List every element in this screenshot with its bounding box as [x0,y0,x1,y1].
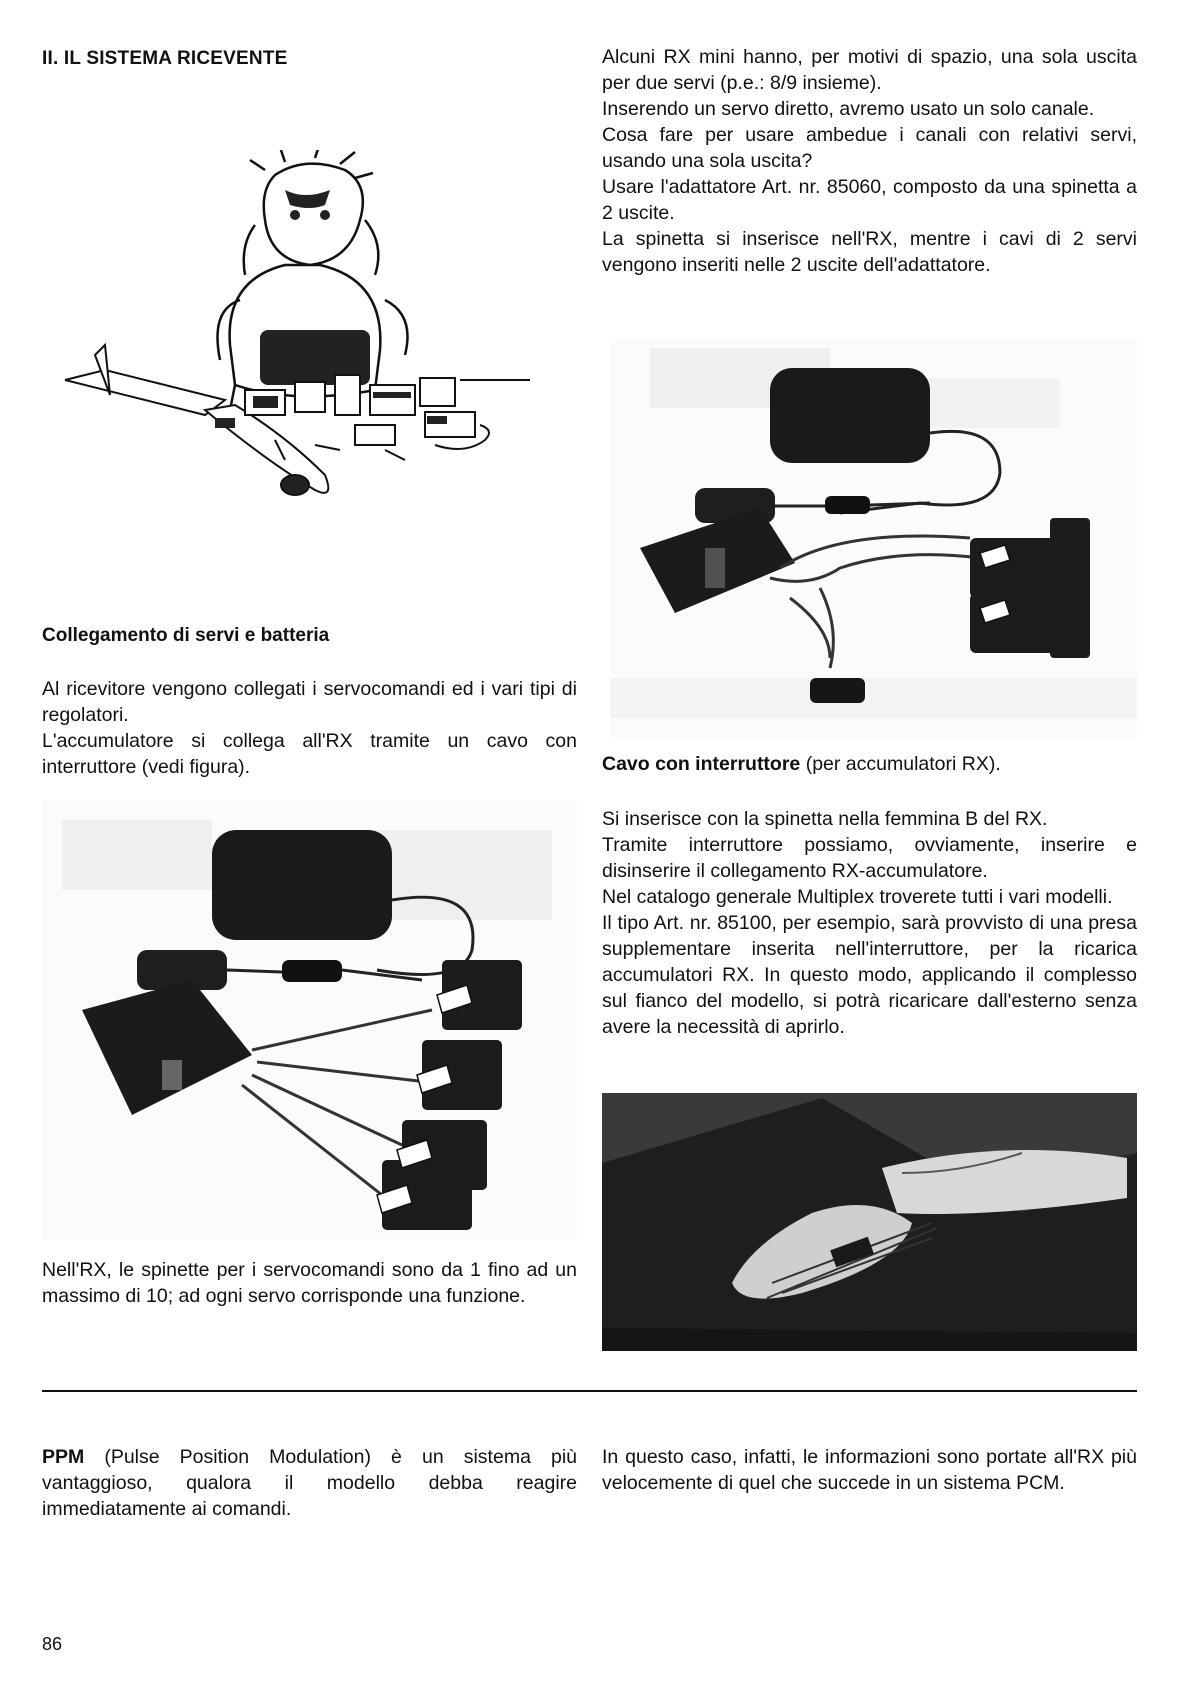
connection-subheading: Collegamento di servi e batteria [42,625,330,646]
switch-paragraph: Nel catalogo generale Multiplex troverete tutti i vari modelli. [602,886,1113,908]
switch-caption-rest: (per accumulatori RX). [800,753,1001,775]
receiver-servos-photo [42,800,577,1240]
connection-text [42,676,577,780]
switch-caption-bold: Cavo con interruttore [602,753,801,775]
switch-paragraph: Il tipo Art. nr. 85100, per esempio, sarà provvisto di una presa supplementare inserita nell'interruttore, per la ricarica accumulatori RX. In questo modo, applicando il complesso sul fianco del modello, si potrà ricaricare dall'esterno senza avere la necessità di aprirlo. [602,912,1137,1038]
intro-paragraph: La spinetta si inserisce nell'RX, mentre i cavi di 2 servi vengono inseriti nelle 2 uscite dell'adattatore. [602,228,1137,276]
switch-paragraph: Si inserisce con la spinetta nella femmina B del RX. [602,808,1048,830]
switch-caption [602,751,1137,777]
fuselage-switch-photo [602,1093,1137,1351]
connection-paragraph: Al ricevitore vengono collegati i servocomandi ed i vari tipi di regolatori. [42,678,577,726]
section-divider [42,1390,1137,1392]
cartoon-illustration [55,150,545,550]
intro-paragraph: Cosa fare per usare ambedue i canali con relativi servi, usando una sola uscita? [602,124,1137,172]
ppm-term: PPM [42,1446,85,1468]
switch-text [602,806,1137,1040]
ppm-continued-paragraph: In questo caso, infatti, le informazioni sono portate all'RX più velocemente di quel che succede in un sistema PCM. [602,1446,1137,1494]
intro-text [602,44,1137,278]
switch-paragraph: Tramite interruttore possiamo, ovviamente, inserire e disinserire il collegamento RX-accumulatore. [602,834,1137,882]
servo-text [42,1257,577,1309]
ppm-definition: (Pulse Position Modulation) è un sistema più vantaggioso, qualora il modello debba reagire immediatamente ai comandi. [42,1446,577,1520]
page-number: 86 [42,1634,63,1654]
servo-paragraph: Nell'RX, le spinette per i servocomandi sono da 1 fino ad un massimo di 10; ad ogni servo corrisponde una funzione. [42,1259,577,1307]
ppm-text [42,1444,577,1522]
intro-paragraph: Inserendo un servo diretto, avremo usato un solo canale. [602,98,1095,120]
ppm-continued-text [602,1444,1137,1496]
connection-paragraph: L'accumulatore si collega all'RX tramite un cavo con interruttore (vedi figura). [42,730,577,778]
receiver-switch-photo [610,338,1137,738]
intro-paragraph: Usare l'adattatore Art. nr. 85060, composto da una spinetta a 2 uscite. [602,176,1137,224]
section-title: II. IL SISTEMA RICEVENTE [42,48,288,69]
intro-paragraph: Alcuni RX mini hanno, per motivi di spazio, una sola uscita per due servi (p.e.: 8/9 insieme). [602,46,1137,94]
